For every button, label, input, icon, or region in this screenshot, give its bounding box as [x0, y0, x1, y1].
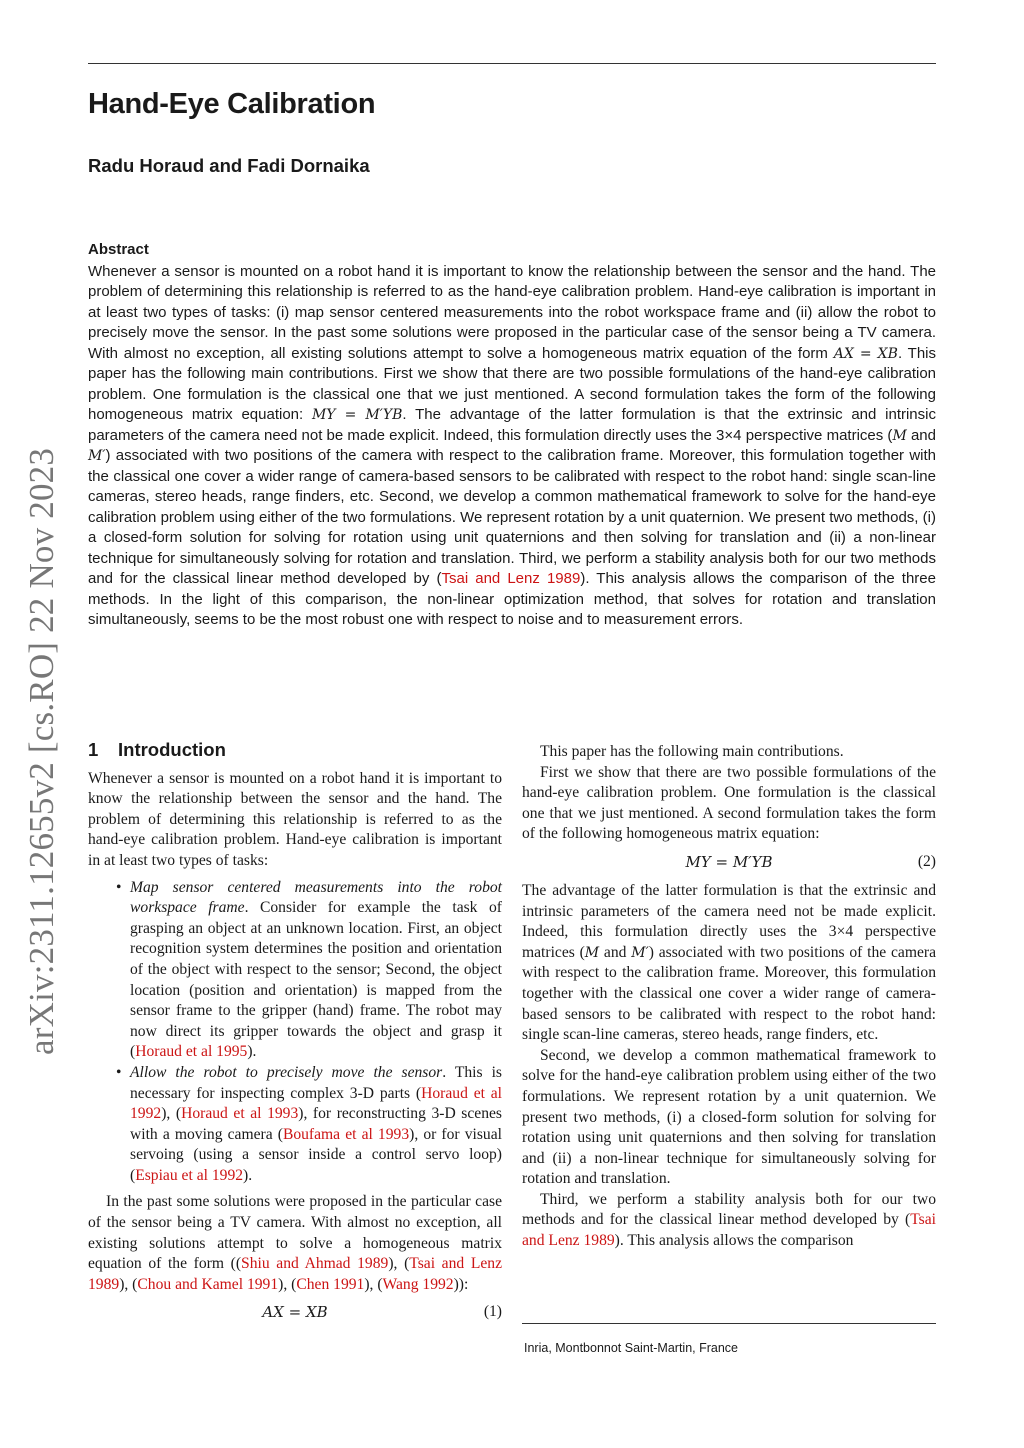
equation-number: (1) — [483, 1303, 502, 1321]
citation-link[interactable]: Boufama et al 1993 — [282, 1125, 410, 1143]
abstract-text: and — [906, 426, 936, 444]
list-item-text: ). — [243, 1166, 253, 1184]
section-title: Introduction — [118, 739, 226, 760]
citation-link[interactable]: Chen 1991 — [296, 1275, 365, 1293]
equation-number: (2) — [917, 852, 936, 870]
paragraph-text: ), ( — [388, 1255, 410, 1273]
list-item-text: . This is necessary for inspecting complex 3-D parts ( — [130, 1063, 502, 1102]
abstract-text: Whenever a sensor is mounted on a robot hand it is important to know the relationship between the sensor and the hand. The problem of determining this relationship is referred to as the hand-eye calibration problem. Hand-eye calibration is important in at least two types of tasks: (i) map sensor centered measurements into the robot workspace frame and (ii) allow the robot to precisely move the sensor. In the past some solutions were proposed in the particular case of the sensor being a TV camera. With almost no exception, all existing solutions attempt to solve a homogeneous matrix equation of the form — [88, 262, 936, 362]
list-item-title: Map sensor centered measurements into the robot workspace frame — [130, 878, 502, 917]
paragraph-text: ) associated with two positions of the camera with respect to the calibration frame. Moreover, this formulation together with the classical one cover a wider range of camera-based sensors to be calibrated with respect to the robot hand: single scan-line cameras, stereo heads, range finders, etc. — [522, 943, 936, 1044]
equation-1 — [88, 1299, 502, 1327]
abstract-text: . The advantage of the latter formulation is that the extrinsic and intrinsic parameters of the camera need not be made explicit. Indeed, this formulation directly uses the 3×4 perspective matrices ( — [88, 406, 936, 444]
paragraph: This paper has the following main contributions. — [540, 743, 844, 760]
paragraph-text: ). This analysis allows the comparison — [614, 1232, 854, 1250]
paragraph — [522, 881, 936, 1046]
abstract-text: ) associated with two positions of the camera with respect to the calibration frame. Moreover, this formulation together with the classical one cover a wider range of camera-based sensors to be calibrated with respect to the robot hand: single scan-line cameras, stereo heads, range finders, etc. Second, we develop a common mathematical framework to solve for the hand-eye calibration problem using either of the two formulations. We represent rotation by a unit quaternion. We present two methods, (i) a closed-form solution for solving for rotation using unit quaternions and then solving for translation and (ii) a non-linear technique for simultaneously solving for rotation and translation. Third, we perform a stability analysis both for our two methods and for the classical linear method developed by ( — [88, 447, 936, 587]
footnote-affiliation: Inria, Montbonnot Saint-Martin, France — [524, 1341, 738, 1355]
list-item — [116, 878, 502, 1063]
bullet-icon: • — [116, 878, 122, 896]
citation-link[interactable]: Tsai and Lenz 1989 — [522, 1211, 936, 1250]
citation-link[interactable]: Espiau et al 1992 — [135, 1166, 244, 1184]
bullet-icon: • — [116, 1063, 122, 1081]
paragraph: First we show that there are two possible formulations of the hand-eye calibration problem. One formulation is the classical one that we just mentioned. A second formulation takes the form of the following homogeneous matrix equation: — [522, 763, 936, 843]
citation-link[interactable]: Tsai and Lenz 1989 — [88, 1255, 502, 1293]
list-item-text: ). — [247, 1043, 257, 1061]
paragraph-text: )): — [453, 1275, 469, 1293]
citation-link[interactable]: Horaud et al 1993 — [181, 1105, 299, 1123]
equation-body: AX = XB — [262, 1303, 328, 1322]
citation-link[interactable]: Shiu and Ahmad 1989 — [241, 1255, 389, 1273]
list-item-title: Allow the robot to precisely move the sensor — [130, 1063, 443, 1081]
paragraph-text: The advantage of the latter formulation is that the extrinsic and intrinsic parameters of the camera need not be made explicit. Indeed, this formulation directly uses the 3×4 perspective matrices ( — [522, 881, 936, 961]
equation-inline: AX = XB — [833, 345, 898, 362]
arxiv-identifier: arXiv:2311.12655v2 [cs.RO] 22 Nov 2023 — [22, 447, 61, 1055]
list-item-text: ), or for visual servoing (using a sensor inside a control servo loop) ( — [130, 1125, 502, 1184]
abstract-heading: Abstract — [88, 241, 149, 258]
section-heading-introduction — [88, 740, 502, 761]
citation-link[interactable]: Horaud et al 1992 — [130, 1084, 502, 1123]
citation-link[interactable]: Tsai and Lenz 1989 — [441, 570, 581, 587]
matrix-symbol: M — [892, 427, 907, 444]
citation-link[interactable]: Horaud et al 1995 — [135, 1043, 248, 1061]
task-list — [88, 878, 502, 1187]
citation-link[interactable]: Wang 1992 — [382, 1275, 454, 1293]
abstract-text: . This paper has the following main contributions. First we show that there are two possible formulations of the hand-eye calibration problem. One formulation is the classical one that we just mentioned. A second formulation takes the form of the following homogeneous matrix equation: — [88, 344, 936, 423]
matrix-symbol: M — [584, 944, 600, 961]
paragraph: Whenever a sensor is mounted on a robot hand it is important to know the relationship between the sensor and the hand. The problem of determining this relationship is referred to as the hand-eye calibration problem. Hand-eye calibration is important in at least two types of tasks: — [88, 769, 502, 869]
paragraph-text: In the past some solutions were proposed in the particular case of the sensor being a TV camera. With almost no exception, all existing solutions attempt to solve a homogeneous matrix equation of the form (( — [88, 1193, 502, 1273]
equation-body: MY = M′YB — [685, 852, 773, 871]
matrix-symbol: M′ — [631, 944, 649, 961]
list-item-text: ), ( — [161, 1105, 182, 1123]
matrix-symbol: M′ — [88, 448, 106, 464]
abstract-text: ). This analysis allows the comparison of the three methods. In the light of this comparison, the non-linear optimization method, that solves for rotation and translation simultaneously, seems to be the most robust one with respect to noise and to measurement errors. — [88, 570, 936, 628]
paragraph — [522, 1190, 936, 1252]
citation-link[interactable]: Chou and Kamel 1991 — [137, 1275, 279, 1293]
paragraph-text: ), ( — [278, 1275, 297, 1293]
list-item — [116, 1063, 503, 1187]
paragraph: Second, we develop a common mathematical framework to solve for the hand-eye calibration problem using either of the two formulations. We represent rotation by a unit quaternion. We present two methods, (i) a closed-form solution for solving for rotation using unit quaternions and then solving for translation and (ii) a non-linear technique for simultaneously solving for rotation and translation. — [522, 1046, 936, 1188]
right-column — [522, 742, 936, 1252]
paragraph-text: ), ( — [364, 1275, 383, 1293]
header-rule — [88, 63, 936, 64]
paper-title: Hand-Eye Calibration — [88, 88, 376, 120]
section-number: 1 — [88, 739, 99, 760]
list-item-text: ), for reconstructing 3-D scenes with a moving camera ( — [130, 1105, 503, 1143]
paragraph-text: and — [599, 943, 632, 961]
footnote-rule — [522, 1323, 936, 1324]
equation-inline: MY = M′YB — [311, 407, 403, 423]
paragraph-text: ), ( — [119, 1275, 138, 1293]
paper-authors: Radu Horaud and Fadi Dornaika — [88, 155, 370, 176]
equation-2 — [522, 849, 936, 877]
left-column — [88, 740, 502, 1331]
abstract-section — [88, 240, 936, 631]
list-item-text: . Consider for example the task of grasping an object at an unknown location. First, an object recognition system determines the position and orientation of the object with respect to the sensor; Second, the object location (position and orientation) is mapped from the sensor frame to the gripper (hand) frame. The robot may now direct its gripper towards the object and grasp it ( — [130, 899, 502, 1061]
abstract-body — [88, 262, 936, 631]
paragraph — [88, 1192, 502, 1295]
paragraph-text: Third, we perform a stability analysis both for our two methods and for the classical linear method developed by ( — [522, 1190, 936, 1229]
